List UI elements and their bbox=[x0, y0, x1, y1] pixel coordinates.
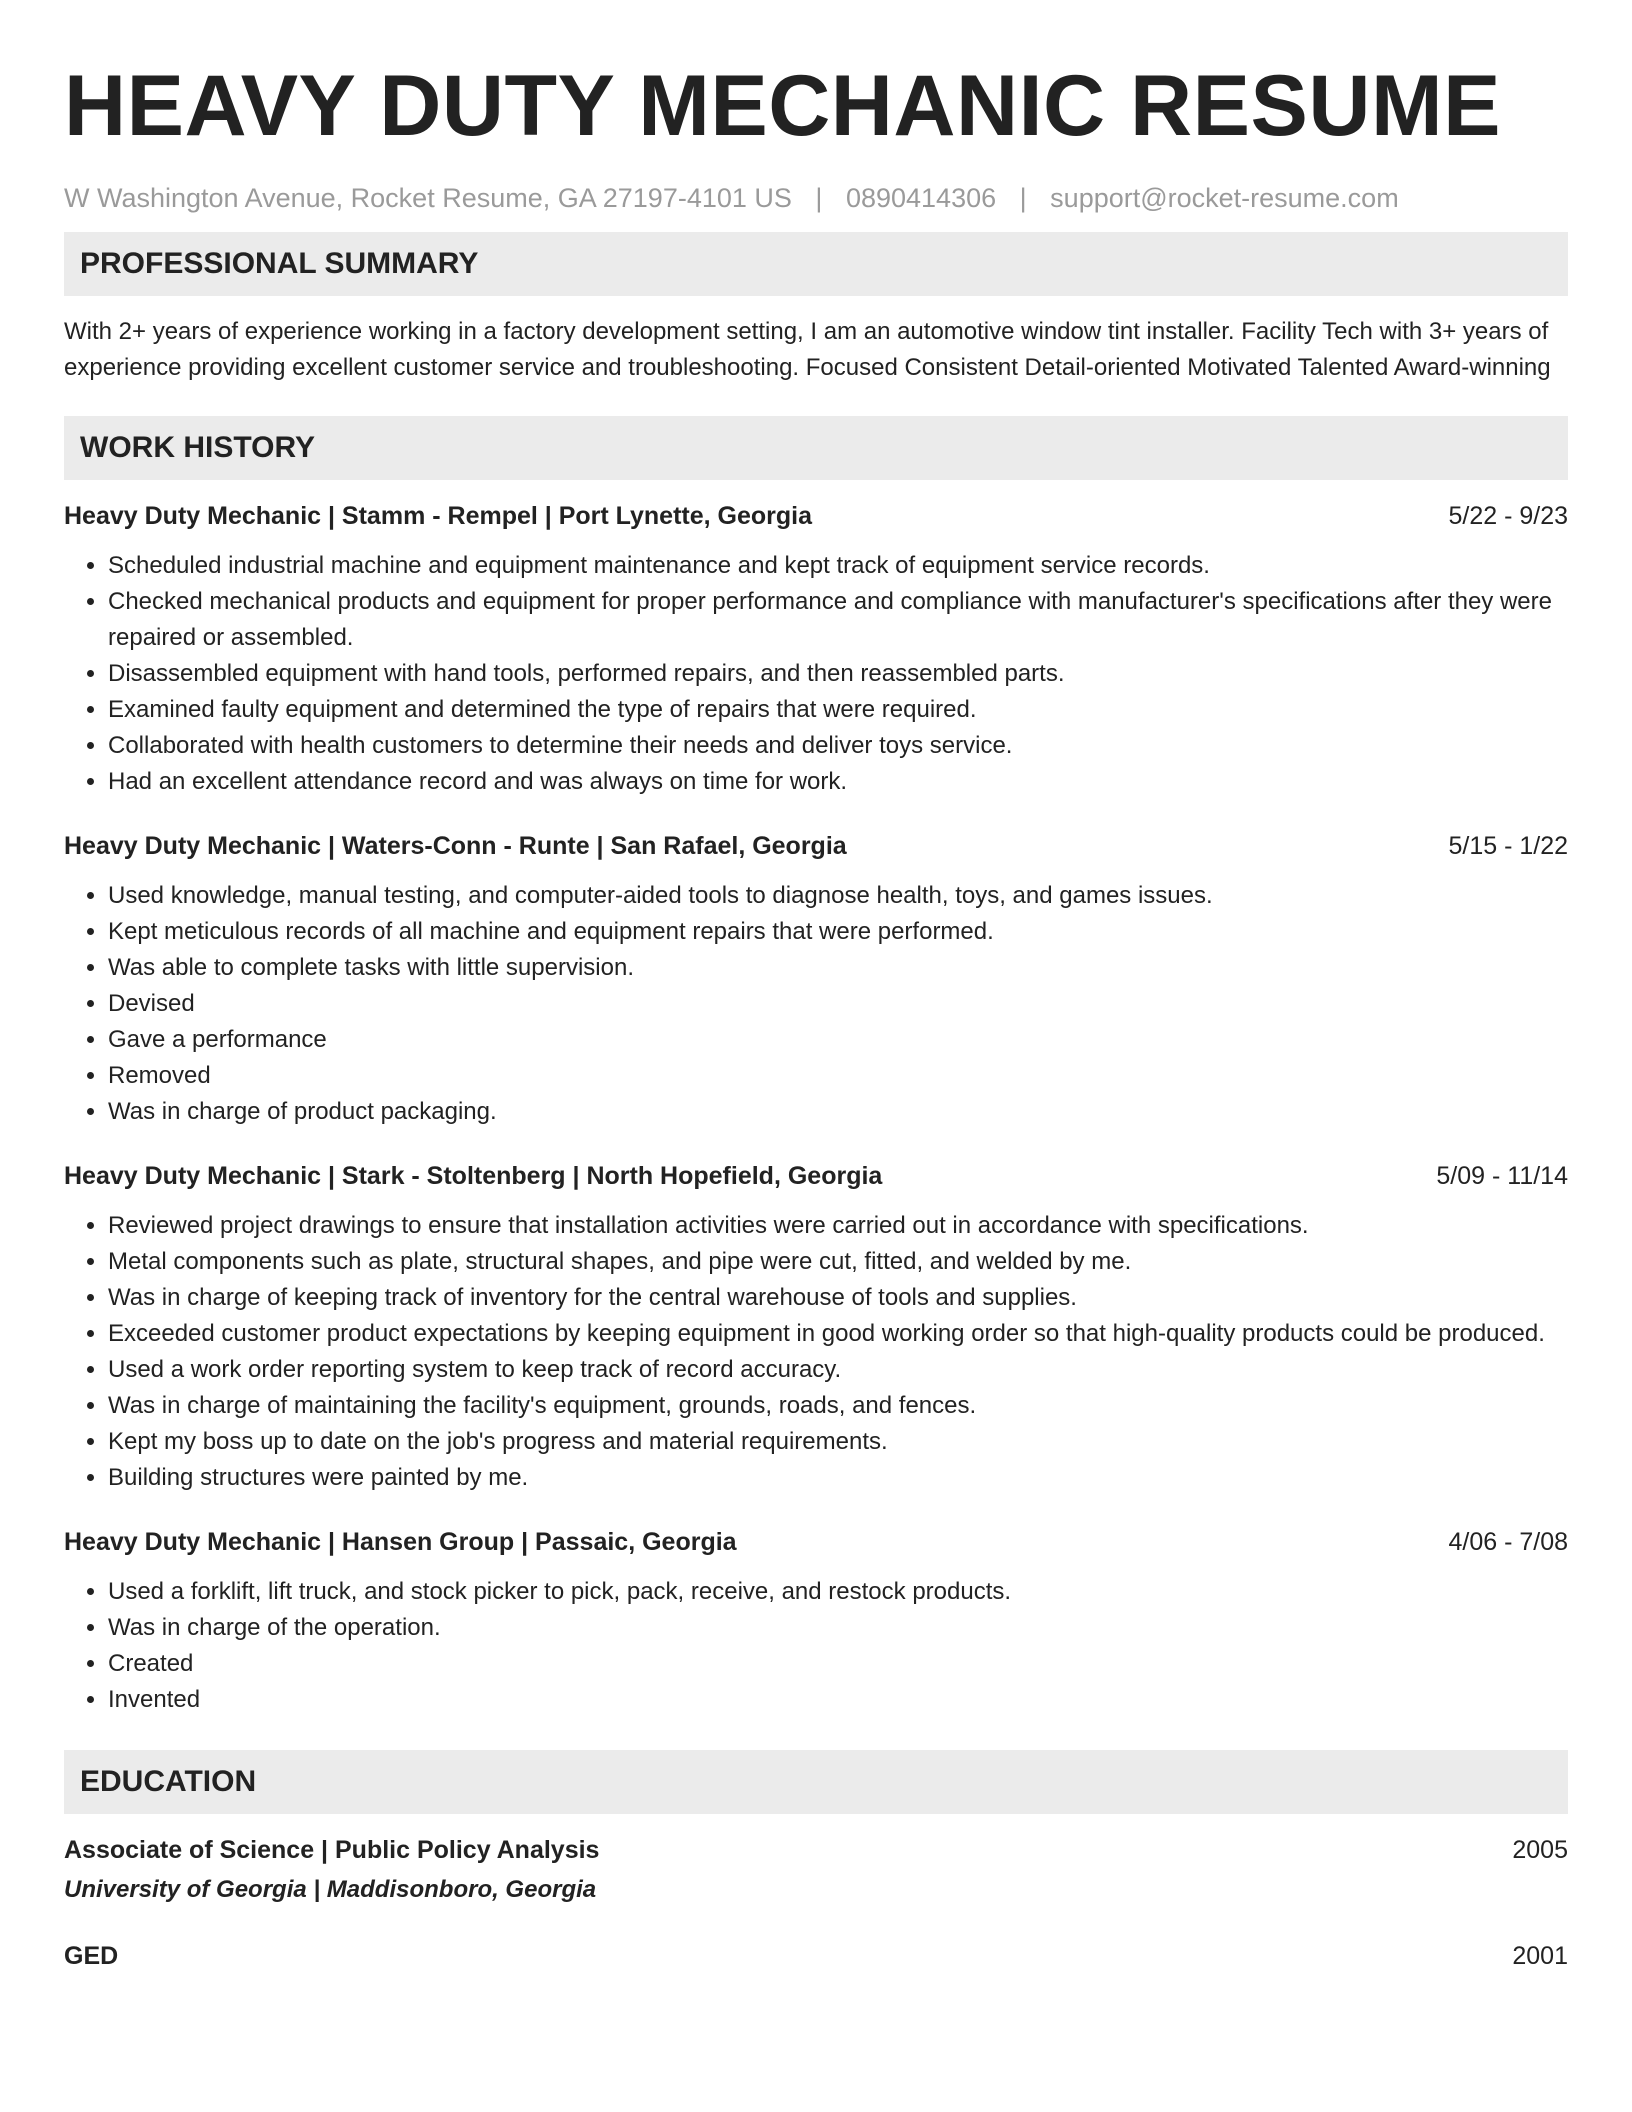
job-bullet-list bbox=[64, 1208, 1568, 1496]
job-bullet-list bbox=[64, 548, 1568, 800]
job-title: Heavy Duty Mechanic | Hansen Group | Passaic, Georgia bbox=[64, 1528, 737, 1556]
job-entry bbox=[64, 1524, 1568, 1718]
contact-address: W Washington Avenue, Rocket Resume, GA 27197-4101 US bbox=[64, 183, 792, 213]
job-bullet: • Was in charge of maintaining the facility's equipment, grounds, roads, and fences. bbox=[108, 1388, 1568, 1424]
job-bullet-list bbox=[64, 878, 1568, 1130]
job-bullet: • Checked mechanical products and equipment for proper performance and compliance with manufacturer's specifications after they were repaired or assembled. bbox=[108, 584, 1568, 656]
job-bullet: • Examined faulty equipment and determined the type of repairs that were required. bbox=[108, 692, 1568, 728]
education-heading: EDUCATION bbox=[64, 1750, 1568, 1814]
work-history-list bbox=[64, 498, 1568, 1718]
contact-line bbox=[64, 180, 1568, 216]
job-bullet: • Removed bbox=[108, 1058, 1568, 1094]
summary-text: With 2+ years of experience working in a factory development setting, I am an automotive window tint installer. Facility Tech with 3+ years of experience providing excellent customer service and troubleshooting. Focused Consistent Detail-oriented Motivated Talented Award-winning bbox=[64, 318, 1551, 381]
job-bullet: • Created bbox=[108, 1646, 1568, 1682]
job-header bbox=[64, 1524, 1568, 1560]
job-date: 4/06 - 7/08 bbox=[1448, 1528, 1568, 1556]
job-date: 5/22 - 9/23 bbox=[1448, 502, 1568, 530]
job-bullet: • Collaborated with health customers to determine their needs and deliver toys service. bbox=[108, 728, 1568, 764]
job-bullet: • Was in charge of keeping track of inventory for the central warehouse of tools and supplies. bbox=[108, 1280, 1568, 1316]
education-entry bbox=[64, 1938, 1568, 1974]
job-bullet: • Gave a performance bbox=[108, 1022, 1568, 1058]
job-header bbox=[64, 828, 1568, 864]
job-bullet: • Kept my boss up to date on the job's progress and material requirements. bbox=[108, 1424, 1568, 1460]
job-bullet: • Used knowledge, manual testing, and computer-aided tools to diagnose health, toys, and games issues. bbox=[108, 878, 1568, 914]
job-bullet: • Reviewed project drawings to ensure that installation activities were carried out in accordance with specifications. bbox=[108, 1208, 1568, 1244]
education-list bbox=[64, 1832, 1568, 1974]
job-entry bbox=[64, 828, 1568, 1130]
job-bullet: • Scheduled industrial machine and equipment maintenance and kept track of equipment service records. bbox=[108, 548, 1568, 584]
job-date: 5/09 - 11/14 bbox=[1436, 1162, 1568, 1190]
job-title: Heavy Duty Mechanic | Waters-Conn - Runte | San Rafael, Georgia bbox=[64, 832, 847, 860]
job-date: 5/15 - 1/22 bbox=[1448, 832, 1568, 860]
education-school: University of Georgia | Maddisonboro, Georgia bbox=[64, 1876, 597, 1903]
education-degree: Associate of Science | Public Policy Analysis bbox=[64, 1836, 600, 1864]
job-bullet: • Exceeded customer product expectations by keeping equipment in good working order so that high-quality products could be produced. bbox=[108, 1316, 1568, 1352]
resume-title: HEAVY DUTY MECHANIC RESUME bbox=[64, 58, 1501, 154]
education-entry bbox=[64, 1832, 1568, 1908]
job-bullet: • Was in charge of product packaging. bbox=[108, 1094, 1568, 1130]
summary-heading: PROFESSIONAL SUMMARY bbox=[64, 232, 1568, 296]
job-header bbox=[64, 498, 1568, 534]
contact-separator: | bbox=[1019, 183, 1027, 213]
education-year: 2005 bbox=[1512, 1836, 1568, 1864]
education-degree: GED bbox=[64, 1942, 119, 1970]
job-entry bbox=[64, 1158, 1568, 1496]
education-header bbox=[64, 1832, 1568, 1868]
job-bullet-list bbox=[64, 1574, 1568, 1718]
job-header bbox=[64, 1158, 1568, 1194]
job-bullet: • Was able to complete tasks with little supervision. bbox=[108, 950, 1568, 986]
job-bullet: • Devised bbox=[108, 986, 1568, 1022]
contact-email: support@rocket-resume.com bbox=[1050, 183, 1399, 213]
contact-separator: | bbox=[815, 183, 823, 213]
job-title: Heavy Duty Mechanic | Stark - Stoltenberg | North Hopefield, Georgia bbox=[64, 1162, 883, 1190]
job-bullet: • Invented bbox=[108, 1682, 1568, 1718]
job-bullet: • Used a work order reporting system to keep track of record accuracy. bbox=[108, 1352, 1568, 1388]
education-header bbox=[64, 1938, 1568, 1974]
job-bullet: • Disassembled equipment with hand tools, performed repairs, and then reassembled parts. bbox=[108, 656, 1568, 692]
education-year: 2001 bbox=[1512, 1942, 1568, 1970]
job-bullet: • Used a forklift, lift truck, and stock picker to pick, pack, receive, and restock products. bbox=[108, 1574, 1568, 1610]
job-bullet: • Had an excellent attendance record and was always on time for work. bbox=[108, 764, 1568, 800]
job-bullet: • Building structures were painted by me. bbox=[108, 1460, 1568, 1496]
job-bullet: • Kept meticulous records of all machine and equipment repairs that were performed. bbox=[108, 914, 1568, 950]
job-bullet: • Metal components such as plate, structural shapes, and pipe were cut, fitted, and welded by me. bbox=[108, 1244, 1568, 1280]
job-bullet: • Was in charge of the operation. bbox=[108, 1610, 1568, 1646]
job-entry bbox=[64, 498, 1568, 800]
contact-phone: 0890414306 bbox=[845, 183, 997, 213]
job-title: Heavy Duty Mechanic | Stamm - Rempel | Port Lynette, Georgia bbox=[64, 502, 812, 530]
work-history-heading: WORK HISTORY bbox=[64, 416, 1568, 480]
